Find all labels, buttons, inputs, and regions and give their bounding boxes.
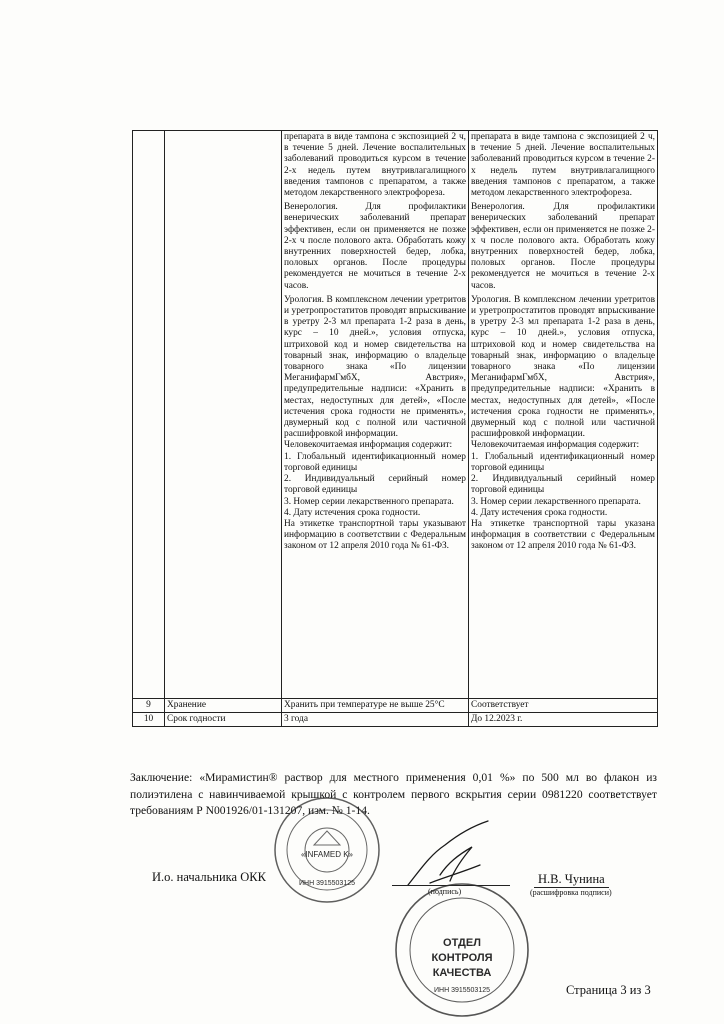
conclusion-text: Заключение: «Мирамистин® раствор для местного применения 0,01 %» по 500 мл во флакон из полиэтилена с навинчиваемой крышкой с контролем первого вскрытия серии 0981220 соответствует требованиям Р N001926/01-131207, изм. № 1-14. xyxy=(130,771,657,817)
row-name-cell xyxy=(165,131,282,699)
row-number: 9 xyxy=(133,699,165,713)
result-paragraph: Урология. В комплексном лечении уретритов и уретропростатитов проводят впрыскивание в уретру 2-3 мл препарата 1-2 раза в день, курс – 10 дней.», условия отпуска, штриховой код и номер свидетельства на товарный знак, информацию о владельце товарного знака «По лицензии МеганифармГмбХ, Австрия», предупредительные надписи: «Хранить в местах, недоступных для детей», «После истечения срока годности не применять», двумерный код с полной или частичной расшифровкой информации. xyxy=(471,294,655,440)
table-row xyxy=(133,699,658,713)
requirement-paragraph: препарата в виде тампона с экспозицией 2 ч, в течение 5 дней. Лечение воспалительных заболеваний проводиться курсом в течение 2-х недель путем внутривлагалищного введения тампонов с препаратом, а также методом лекарственного электрофореза. xyxy=(284,132,466,199)
list-item: 1. Глобальный идентификационный номер торговой единицы xyxy=(471,451,655,473)
page-number: Страница 3 из 3 xyxy=(566,983,651,997)
company-stamp-name: «INFAMED K» xyxy=(300,850,354,859)
list-item: 3. Номер серии лекарственного препарата. xyxy=(284,496,454,507)
signatory-name: Н.В. Чунина xyxy=(534,872,609,888)
signatory-role: И.о. начальника ОКК xyxy=(152,870,266,884)
row-number-cell xyxy=(133,131,165,699)
requirement-paragraph: Венерология. Для профилактики венерических заболеваний препарат эффективен, если он применяется не позже 2-х ч после полового акта. Обработать кожу внутренних поверхностей бедер, лобка, половых органов. После процедуры рекомендуется не мочиться в течение 2-х часов. xyxy=(284,202,466,291)
table-row xyxy=(133,713,658,727)
requirement-cell xyxy=(282,131,469,699)
result-info: Человекочитаемая информация содержит: xyxy=(471,440,640,451)
row-result: Соответствует xyxy=(469,699,658,713)
qc-stamp-line: ОТДЕЛ xyxy=(443,937,481,949)
result-paragraph: Венерология. Для профилактики венерических заболеваний препарат эффективен, если он применяется не позже 2-х ч после полового акта. Обработать кожу внутренних поверхностей бедер, лобка, половых органов. После процедуры рекомендуется не мочиться в течение 2-х часов. xyxy=(471,202,655,291)
result-cell xyxy=(469,131,658,699)
company-stamp-inn: ИНН 3915503125 xyxy=(298,880,356,887)
row-result: До 12.2023 г. xyxy=(469,713,658,727)
row-number: 10 xyxy=(133,713,165,727)
list-item: 4. Дату истечения срока годности. xyxy=(471,507,608,518)
result-transport: На этикетке транспортной тары указана информация в соответствии с Федеральным законом от 12 апреля 2010 года № 61-ФЗ. xyxy=(471,518,655,552)
row-requirement: 3 года xyxy=(282,713,469,727)
result-paragraph: препарата в виде тампона с экспозицией 2 ч, в течение 5 дней. Лечение воспалительных заболеваний проводиться курсом в течение 2-х недель путем внутривлагалищного введения тампонов с препаратом, а также методом лекарственного электрофореза. xyxy=(471,132,655,199)
list-item: 2. Индивидуальный серийный номер торговой единицы xyxy=(284,474,466,496)
list-item: 1. Глобальный идентификационный номер торговой единицы xyxy=(284,451,466,473)
requirement-transport: На этикетке транспортной тары указывают информацию в соответствии с Федеральным законом от 12 апреля 2010 года № 61-ФЗ. xyxy=(284,518,466,552)
requirement-paragraph: Урология. В комплексном лечении уретритов и уретропростатитов проводят впрыскивание в уретру 2-3 мл препарата 1-2 раза в день, курс – 10 дней.», условия отпуска, штриховой код и номер свидетельства на товарный знак, информацию о владельце товарного знака «По лицензии МеганифармГмбХ, Австрия», предупредительные надписи: «Хранить в местах, недоступных для детей», «После истечения срока годности не применять», двумерный код с полной или частичной расшифровкой информации. xyxy=(284,294,466,440)
company-stamp xyxy=(262,795,392,905)
row-name: Хранение xyxy=(165,699,282,713)
qc-stamp-line: КОНТРОЛЯ xyxy=(431,952,493,964)
list-item: 3. Номер серии лекарственного препарата. xyxy=(471,496,641,507)
signatory-name-caption: (расшифровка подписи) xyxy=(530,888,612,897)
row-requirement: Хранить при температуре не выше 25°C xyxy=(282,699,469,713)
qc-stamp xyxy=(392,880,532,1020)
signature-caption: (подпись) xyxy=(428,887,462,896)
qc-stamp-inn: ИНН 3915503125 xyxy=(433,987,491,994)
qc-stamp-line: КАЧЕСТВА xyxy=(432,967,492,979)
list-item: 4. Дату истечения срока годности. xyxy=(284,507,421,518)
row-name: Срок годности xyxy=(165,713,282,727)
specification-table xyxy=(132,130,658,727)
list-item: 2. Индивидуальный серийный номер торговой единицы xyxy=(471,474,655,496)
table-row-continued xyxy=(133,131,658,699)
requirement-info: Человекочитаемая информация содержит: xyxy=(284,440,453,451)
